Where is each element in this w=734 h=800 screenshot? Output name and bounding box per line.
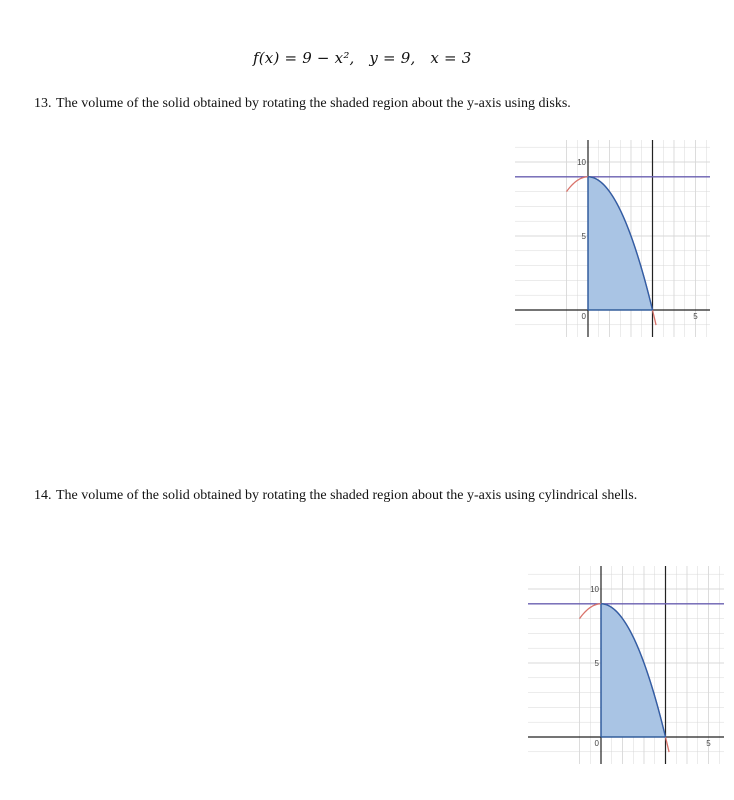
tick-label-origin: 0 [581,312,586,321]
graph-question-14 [528,566,724,764]
tick-label-y5: 5 [581,232,586,241]
tick-label-x5: 5 [693,312,698,321]
graph-question-13 [515,140,710,337]
question-14 [34,487,644,505]
tick-label-origin: 0 [594,739,599,748]
question-text: The volume of the solid obtained by rotating the shaded region about the y-axis using disks. [56,96,571,111]
function-definition: f(x) = 9 − x², y = 9, x = 3 [253,49,472,67]
question-13 [34,95,674,113]
question-number: 13. [34,96,52,111]
tick-label-y10: 10 [577,158,586,167]
tick-label-x5: 5 [706,739,711,748]
tick-label-y5: 5 [594,659,599,668]
question-number: 14. [34,488,52,503]
tick-label-y10: 10 [590,585,599,594]
question-text: The volume of the solid obtained by rotating the shaded region about the y-axis using cylindrical shells. [56,488,638,503]
